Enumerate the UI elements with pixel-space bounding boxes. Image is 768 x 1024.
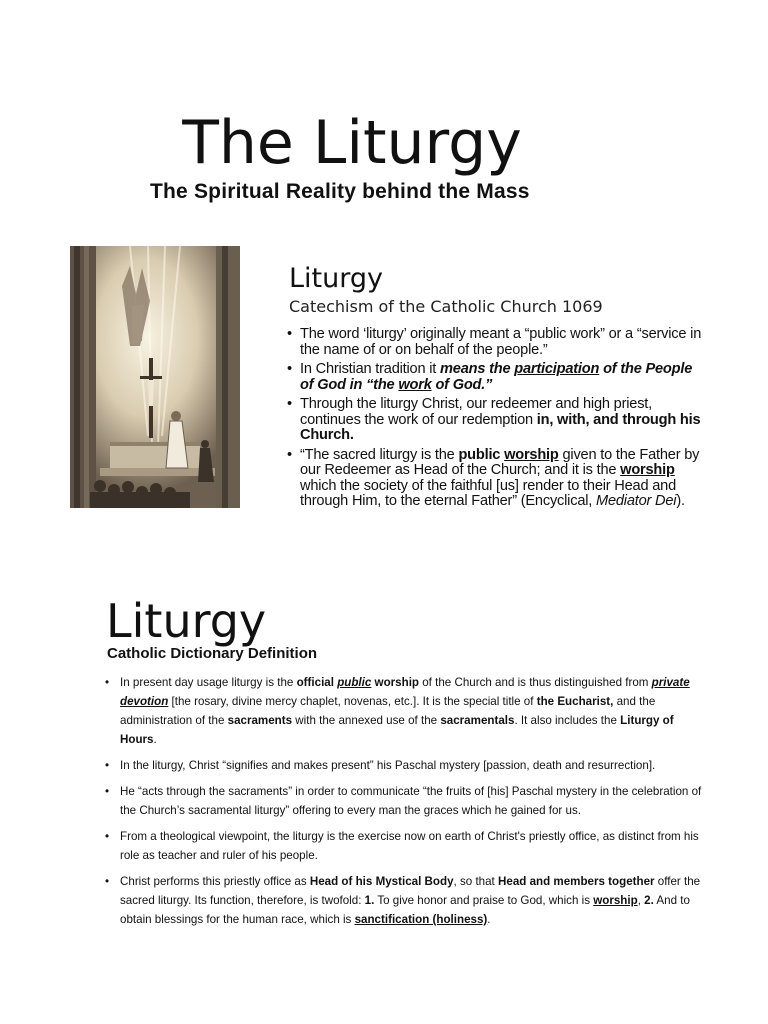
slide1-bullet: • “The sacred liturgy is the public worship given to the Father by our Redeemer as Head of the Church; and it is the worship which the society of the faithful [us] render to their Head and through Him, to the eternal Father” (Encyclical, Mediator Dei). (287, 448, 707, 510)
slide2-bullet: • In the liturgy, Christ “signifies and makes present” his Paschal mystery [passion, death and resurrection]. (103, 756, 703, 775)
slide1-heading: Liturgy (289, 263, 383, 294)
slide2-bullet: • In present day usage liturgy is the official public worship of the Church and is thus distinguished from private devotion [the rosary, divine mercy chaplet, novenas, etc.]. It is the special title of the Eucharist, and the administration of the sacraments with the annexed use of the sacramentals. It also includes the Liturgy of Hours. (103, 673, 703, 749)
slide2-source: Catholic Dictionary Definition (107, 645, 318, 662)
slide1-source: Catechism of the Catholic Church 1069 (289, 297, 603, 316)
page-subtitle: The Spiritual Reality behind the Mass (150, 180, 530, 203)
page-title-text: The Liturgy (182, 108, 522, 178)
page-title (0, 108, 768, 178)
slide2-bullet: • Christ performs this priestly office as Head of his Mystical Body, so that Head and members together offer the sacred liturgy. Its function, therefore, is twofold: 1. To give honor and praise to God, which is worship, 2. And to obtain blessings for the human race, which is sanctification (holiness). (103, 872, 703, 929)
slide1-bullet-list (287, 327, 707, 514)
slide2-heading: Liturgy (106, 594, 267, 648)
slide2-bullet: • He “acts through the sacraments” in order to communicate “the fruits of [his] Paschal mystery in the celebration of the Church’s sacramental liturgy” offering to every man the graces which he gained for us. (103, 782, 703, 820)
slide2-bullet-list (103, 673, 703, 936)
slide1-bullet: • Through the liturgy Christ, our redeemer and high priest, continues the work of our redemption in, with, and through his Church. (287, 397, 707, 444)
slide2-bullet: • From a theological viewpoint, the liturgy is the exercise now on earth of Christ's priestly office, as distinct from his role as teacher and ruler of his people. (103, 827, 703, 865)
slide1-bullet: • The word ‘liturgy’ originally meant a “public work” or a “service in the name of or on behalf of the people.” (287, 327, 707, 358)
slide1-bullet: • In Christian tradition it means the participation of the People of God in “the work of God.” (287, 362, 707, 393)
church-engraving-image (70, 246, 240, 508)
